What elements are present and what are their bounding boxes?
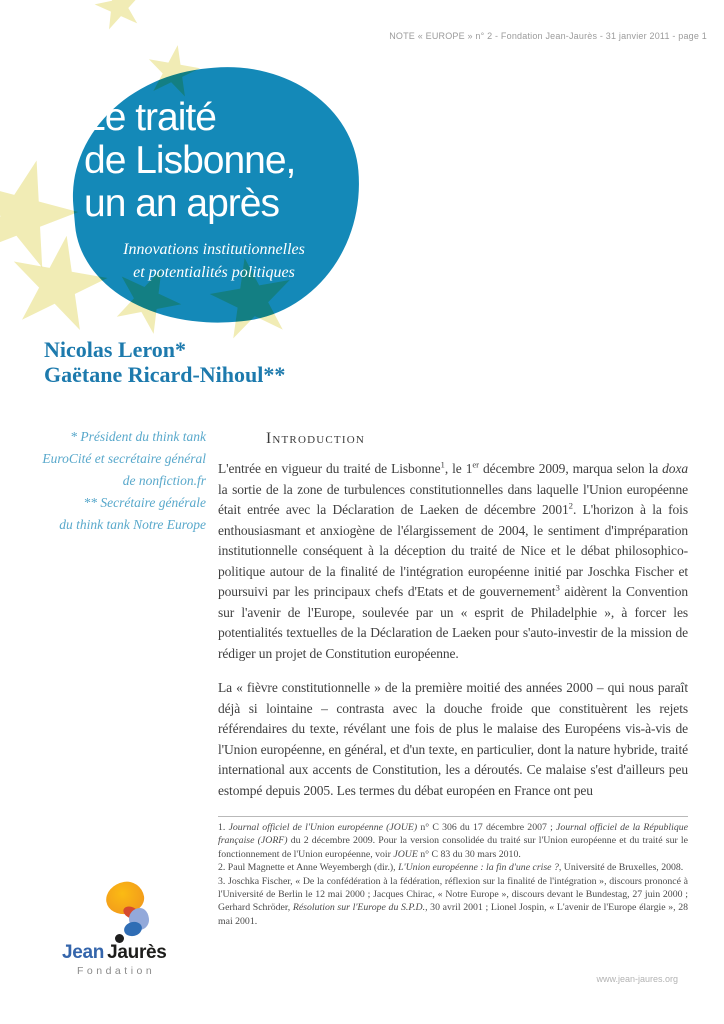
fondation-logo <box>60 878 220 980</box>
website-url: www.jean-jaures.org <box>596 974 678 984</box>
cover-title: Le traité de Lisbonne, un an après <box>84 96 296 225</box>
eu-star-icon <box>87 0 151 39</box>
main-text <box>218 430 688 814</box>
logo-jaures: Jaurès <box>107 942 167 963</box>
body-paragraphs: L'entrée en vigueur du traité de Lisbonne$^1$, le 1er décembre 2009, marqua selon la doxa la sortie de la zone de turbulences constitutionnelles dans laquelle l'Union européenne était entrée avec la Déclaration de Laeken de décembre 2001$^2$. L'horizon à la fois enthousiasmant et anxiogène de l'élargissement de 2004, le sentiment d'impréparation institutionnelle conséquent à la déception du traité de Nice et le débat philosophico-politique autour de la finalité de l'intégration européenne initié par Joschka Fischer et poursuivi par les principaux chefs d'Etats et de gouvernement$^3$ aidèrent la Convention sur l'avenir de l'Europe, soulevée par un « esprit de Philadelphie », à forcer les potentialités textuelles de la Déclaration de Laeken pour s'auto-investir de la mission de rédiger un projet de Constitution européenne. La « fièvre constitutionnelle » de la première moitié des années 2000 – qui nous paraît déjà si lointaine – contrasta avec la douche froide que constituèrent les rejets référendaires du texte, révélant une fois de plus le malaise des Européens vis-à-vis de l'Union européenne, en général, et d'un texte, en particulier, dont la nature hybride, traité international aux accents de Constitution, les a déroutés. Ce malaise s'est d'ailleurs peu estompé depuis 2005. Les termes du débat européen en France ont peu <box>218 459 688 798</box>
authors: Nicolas Leron* Gaëtane Ricard-Nihoul** <box>44 337 286 387</box>
cover-subtitle: Innovations institutionnelles et potentialités politiques <box>123 241 305 281</box>
logo-jean: Jean <box>62 942 105 963</box>
logo-fondation-label: Fondation <box>77 965 156 977</box>
logo-wordmark <box>62 942 167 964</box>
page-header: NOTE « EUROPE » n° 2 - Fondation Jean-Jaurès - 31 janvier 2011 - page 1 <box>389 31 707 41</box>
section-heading: Introduction <box>266 430 366 447</box>
footnotes: 1. Journal officiel de l'Union européenne (JOUE) n° C 306 du 17 décembre 2007 ; Journal officiel de la République française (JORF) du 2 décembre 2009. Pour la version consolidée du traité sur l'Union européenne et du traité sur le fonctionnement de l'Union européenne, voir JOUE n° C 83 du 30 mars 2010. 2. Paul Magnette et Anne Weyembergh (dir.), L'Union européenne : la fin d'une crise ?, Université de Bruxelles, 2008. 3. Joschka Fischer, « De la confédération à la fédération, réflexion sur la finalité de l'intégration », discours prononcé à l'Université de Berlin le 12 mai 2000 ; Jacques Chirac, « Notre Europe », discours devant le Bundestag, 27 juin 2000 ; Gerhard Schröder, Résolution sur l'Europe du S.P.D., 30 avril 2001 ; Lionel Jospin, « L'avenir de l'Europe élargie », 28 mai 2001. <box>218 816 688 928</box>
author-notes: * Président du think tank EuroCité et secrétaire général de nonfiction.fr ** Secrétaire générale du think tank Notre Europe <box>42 429 206 532</box>
